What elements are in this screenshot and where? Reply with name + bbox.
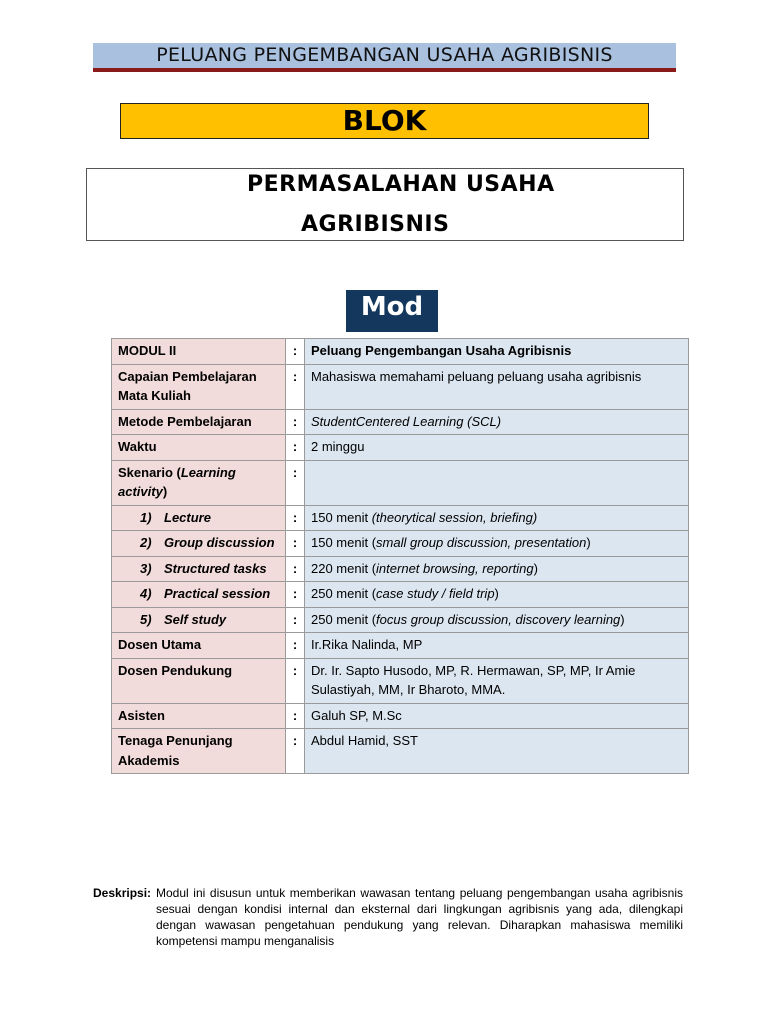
detail-post: ) xyxy=(586,535,591,550)
activity-number: 3) xyxy=(140,560,152,576)
row-label xyxy=(112,729,286,774)
table-row-metode xyxy=(112,409,689,435)
row-value: Galuh SP, M.Sc xyxy=(305,703,689,729)
detail-italic: focus group discussion, discovery learning xyxy=(376,611,621,627)
activity-label xyxy=(112,582,286,608)
row-label: Asisten xyxy=(112,703,286,729)
activity-label xyxy=(112,531,286,557)
row-value: Ir.Rika Nalinda, MP xyxy=(305,633,689,659)
module-title-line-2: AGRIBISNIS xyxy=(301,212,450,237)
row-label: Dosen Utama xyxy=(112,633,286,659)
activity-name: Practical session xyxy=(164,586,271,601)
row-value-line-2: Sulastiyah, MM, Ir Bharoto, MMA. xyxy=(311,682,506,697)
table-row-dosen-utama xyxy=(112,633,689,659)
label-italic: activity xyxy=(118,484,163,499)
detail-pre: ( xyxy=(368,586,377,601)
header-rule xyxy=(93,68,676,72)
detail-italic: (theorytical session, briefing) xyxy=(371,509,538,525)
activity-minutes: 150 menit xyxy=(311,535,369,550)
activity-name: Structured tasks xyxy=(164,560,267,576)
activity-value xyxy=(305,582,689,608)
row-label: MODUL II xyxy=(112,339,286,365)
table-row-activity xyxy=(112,607,689,633)
activity-value xyxy=(305,607,689,633)
colon: : xyxy=(286,505,305,531)
row-label-line-1: Capaian Pembelajaran xyxy=(118,368,257,384)
row-label: Metode Pembelajaran xyxy=(112,409,286,435)
description-text: Modul ini disusun untuk memberikan wawasan tentang peluang pengembangan usaha agribisnis sesuai dengan kondisi internal dan eksternal dari lingkungan agribisnis yang ada, dilengkapi dengan wawasan pengetahuan pendukung yang relevan. Diharapkan mahasiswa memiliki kompetensi mampu menganalisis xyxy=(156,886,683,948)
colon: : xyxy=(286,435,305,461)
row-value xyxy=(305,658,689,703)
table-row-modul xyxy=(112,339,689,365)
table-row-activity xyxy=(112,556,689,582)
document-header: PELUANG PENGEMBANGAN USAHA AGRIBISNIS xyxy=(93,43,676,68)
description-label: Deskripsi: xyxy=(93,886,152,900)
detail-italic: internet browsing, reporting xyxy=(376,560,534,576)
row-value: Abdul Hamid, SST xyxy=(305,729,689,774)
detail-post: ) xyxy=(620,611,625,627)
activity-value xyxy=(305,531,689,557)
row-value: Mahasiswa memahami peluang peluang usaha agribisnis xyxy=(305,364,689,409)
table-row-asisten xyxy=(112,703,689,729)
detail-pre: ( xyxy=(368,611,377,627)
colon: : xyxy=(286,556,305,582)
row-value-line-1: Dr. Ir. Sapto Husodo, MP, R. Hermawan, SP, MP, Ir Amie xyxy=(311,662,636,678)
detail-italic: small group discussion, presentation xyxy=(376,535,587,550)
row-label: Waktu xyxy=(112,435,286,461)
row-label-line-2: Akademis xyxy=(118,752,180,768)
activity-minutes: 220 menit xyxy=(311,560,369,576)
label-italic: Learning xyxy=(180,464,236,480)
activity-number: 4) xyxy=(140,586,152,601)
activity-minutes: 150 menit xyxy=(311,509,369,525)
row-value: StudentCentered Learning (SCL) xyxy=(305,409,689,435)
row-label xyxy=(112,364,286,409)
table-row-activity xyxy=(112,505,689,531)
row-value: Peluang Pengembangan Usaha Agribisnis xyxy=(305,339,689,365)
colon: : xyxy=(286,582,305,608)
detail-italic: case study / field trip xyxy=(376,586,495,601)
colon: : xyxy=(286,658,305,703)
colon: : xyxy=(286,409,305,435)
detail-post: ) xyxy=(533,560,538,576)
activity-minutes: 250 menit xyxy=(311,611,369,627)
row-label-line-1: Tenaga Penunjang xyxy=(118,733,233,748)
row-value: 2 minggu xyxy=(305,435,689,461)
activity-label xyxy=(112,556,286,582)
module-title-box xyxy=(86,168,684,241)
activity-number: 2) xyxy=(140,535,152,550)
row-label: Dosen Pendukung xyxy=(112,658,286,703)
table-row-dosen-pendukung xyxy=(112,658,689,703)
colon: : xyxy=(286,633,305,659)
colon: : xyxy=(286,460,305,505)
mod-badge: Mod xyxy=(346,290,438,332)
row-label xyxy=(112,460,286,505)
detail-pre: ( xyxy=(368,560,377,576)
row-value xyxy=(305,460,689,505)
activity-value xyxy=(305,556,689,582)
blok-banner: BLOK xyxy=(120,103,649,139)
activity-value xyxy=(305,505,689,531)
colon: : xyxy=(286,703,305,729)
activity-name: Lecture xyxy=(164,509,211,525)
colon: : xyxy=(286,729,305,774)
colon: : xyxy=(286,531,305,557)
module-title-line-1: PERMASALAHAN USAHA xyxy=(247,172,555,197)
table-row-waktu xyxy=(112,435,689,461)
table-row-capaian xyxy=(112,364,689,409)
activity-number: 5) xyxy=(140,611,152,627)
table-row-skenario xyxy=(112,460,689,505)
activity-name: Group discussion xyxy=(164,535,275,550)
activity-label xyxy=(112,505,286,531)
label-text: ) xyxy=(162,484,168,499)
detail-post: ) xyxy=(494,586,499,601)
activity-name: Self study xyxy=(164,611,227,627)
colon: : xyxy=(286,607,305,633)
table-row-activity xyxy=(112,531,689,557)
label-text: Skenario ( xyxy=(118,464,181,480)
table-row-tenaga xyxy=(112,729,689,774)
row-label-line-2: Mata Kuliah xyxy=(118,388,191,403)
module-info-table xyxy=(111,338,689,774)
detail-pre: ( xyxy=(368,535,377,550)
table-row-activity xyxy=(112,582,689,608)
colon: : xyxy=(286,364,305,409)
colon: : xyxy=(286,339,305,365)
activity-number: 1) xyxy=(140,509,152,525)
activity-label xyxy=(112,607,286,633)
activity-minutes: 250 menit xyxy=(311,586,369,601)
